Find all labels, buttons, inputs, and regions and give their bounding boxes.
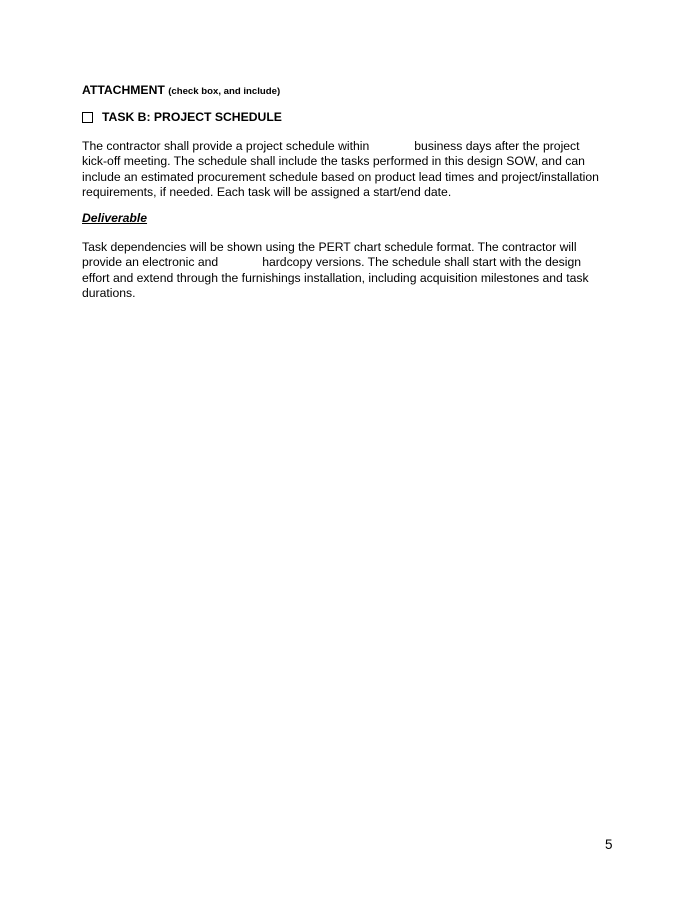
- page-number: 5: [605, 837, 613, 852]
- schedule-paragraph: [82, 139, 622, 200]
- paragraph-line: [82, 139, 622, 154]
- deliverable-paragraph: [82, 240, 622, 301]
- paragraph-line: durations.: [82, 285, 136, 300]
- text-before-blank: provide an electronic and: [82, 255, 219, 270]
- task-b-row: [82, 110, 282, 124]
- paragraph-line: kick-off meeting. The schedule shall include the tasks performed in this design SOW, and can: [82, 154, 585, 169]
- text-after-blank: business days after the project: [414, 139, 580, 153]
- attachment-heading: [82, 83, 280, 97]
- task-b-title: TASK B: PROJECT SCHEDULE: [102, 110, 282, 124]
- task-b-checkbox[interactable]: [82, 112, 93, 123]
- paragraph-line: Task dependencies will be shown using the PERT chart schedule format. The contractor will: [82, 240, 577, 254]
- paragraph-line: include an estimated procurement schedule based on product lead times and project/installation: [82, 169, 599, 184]
- paragraph-line: [82, 255, 622, 270]
- paragraph-line: requirements, if needed. Each task will be assigned a start/end date.: [82, 184, 452, 199]
- attachment-title: ATTACHMENT: [82, 83, 165, 97]
- text-after-blank: hardcopy versions. The schedule shall start with the design: [262, 255, 582, 270]
- text-before-blank: The contractor shall provide a project schedule within: [82, 139, 370, 153]
- deliverable-heading: Deliverable: [82, 211, 148, 225]
- attachment-subtitle: (check box, and include): [168, 86, 281, 97]
- paragraph-line: effort and extend through the furnishings installation, including acquisition milestones and task: [82, 270, 589, 285]
